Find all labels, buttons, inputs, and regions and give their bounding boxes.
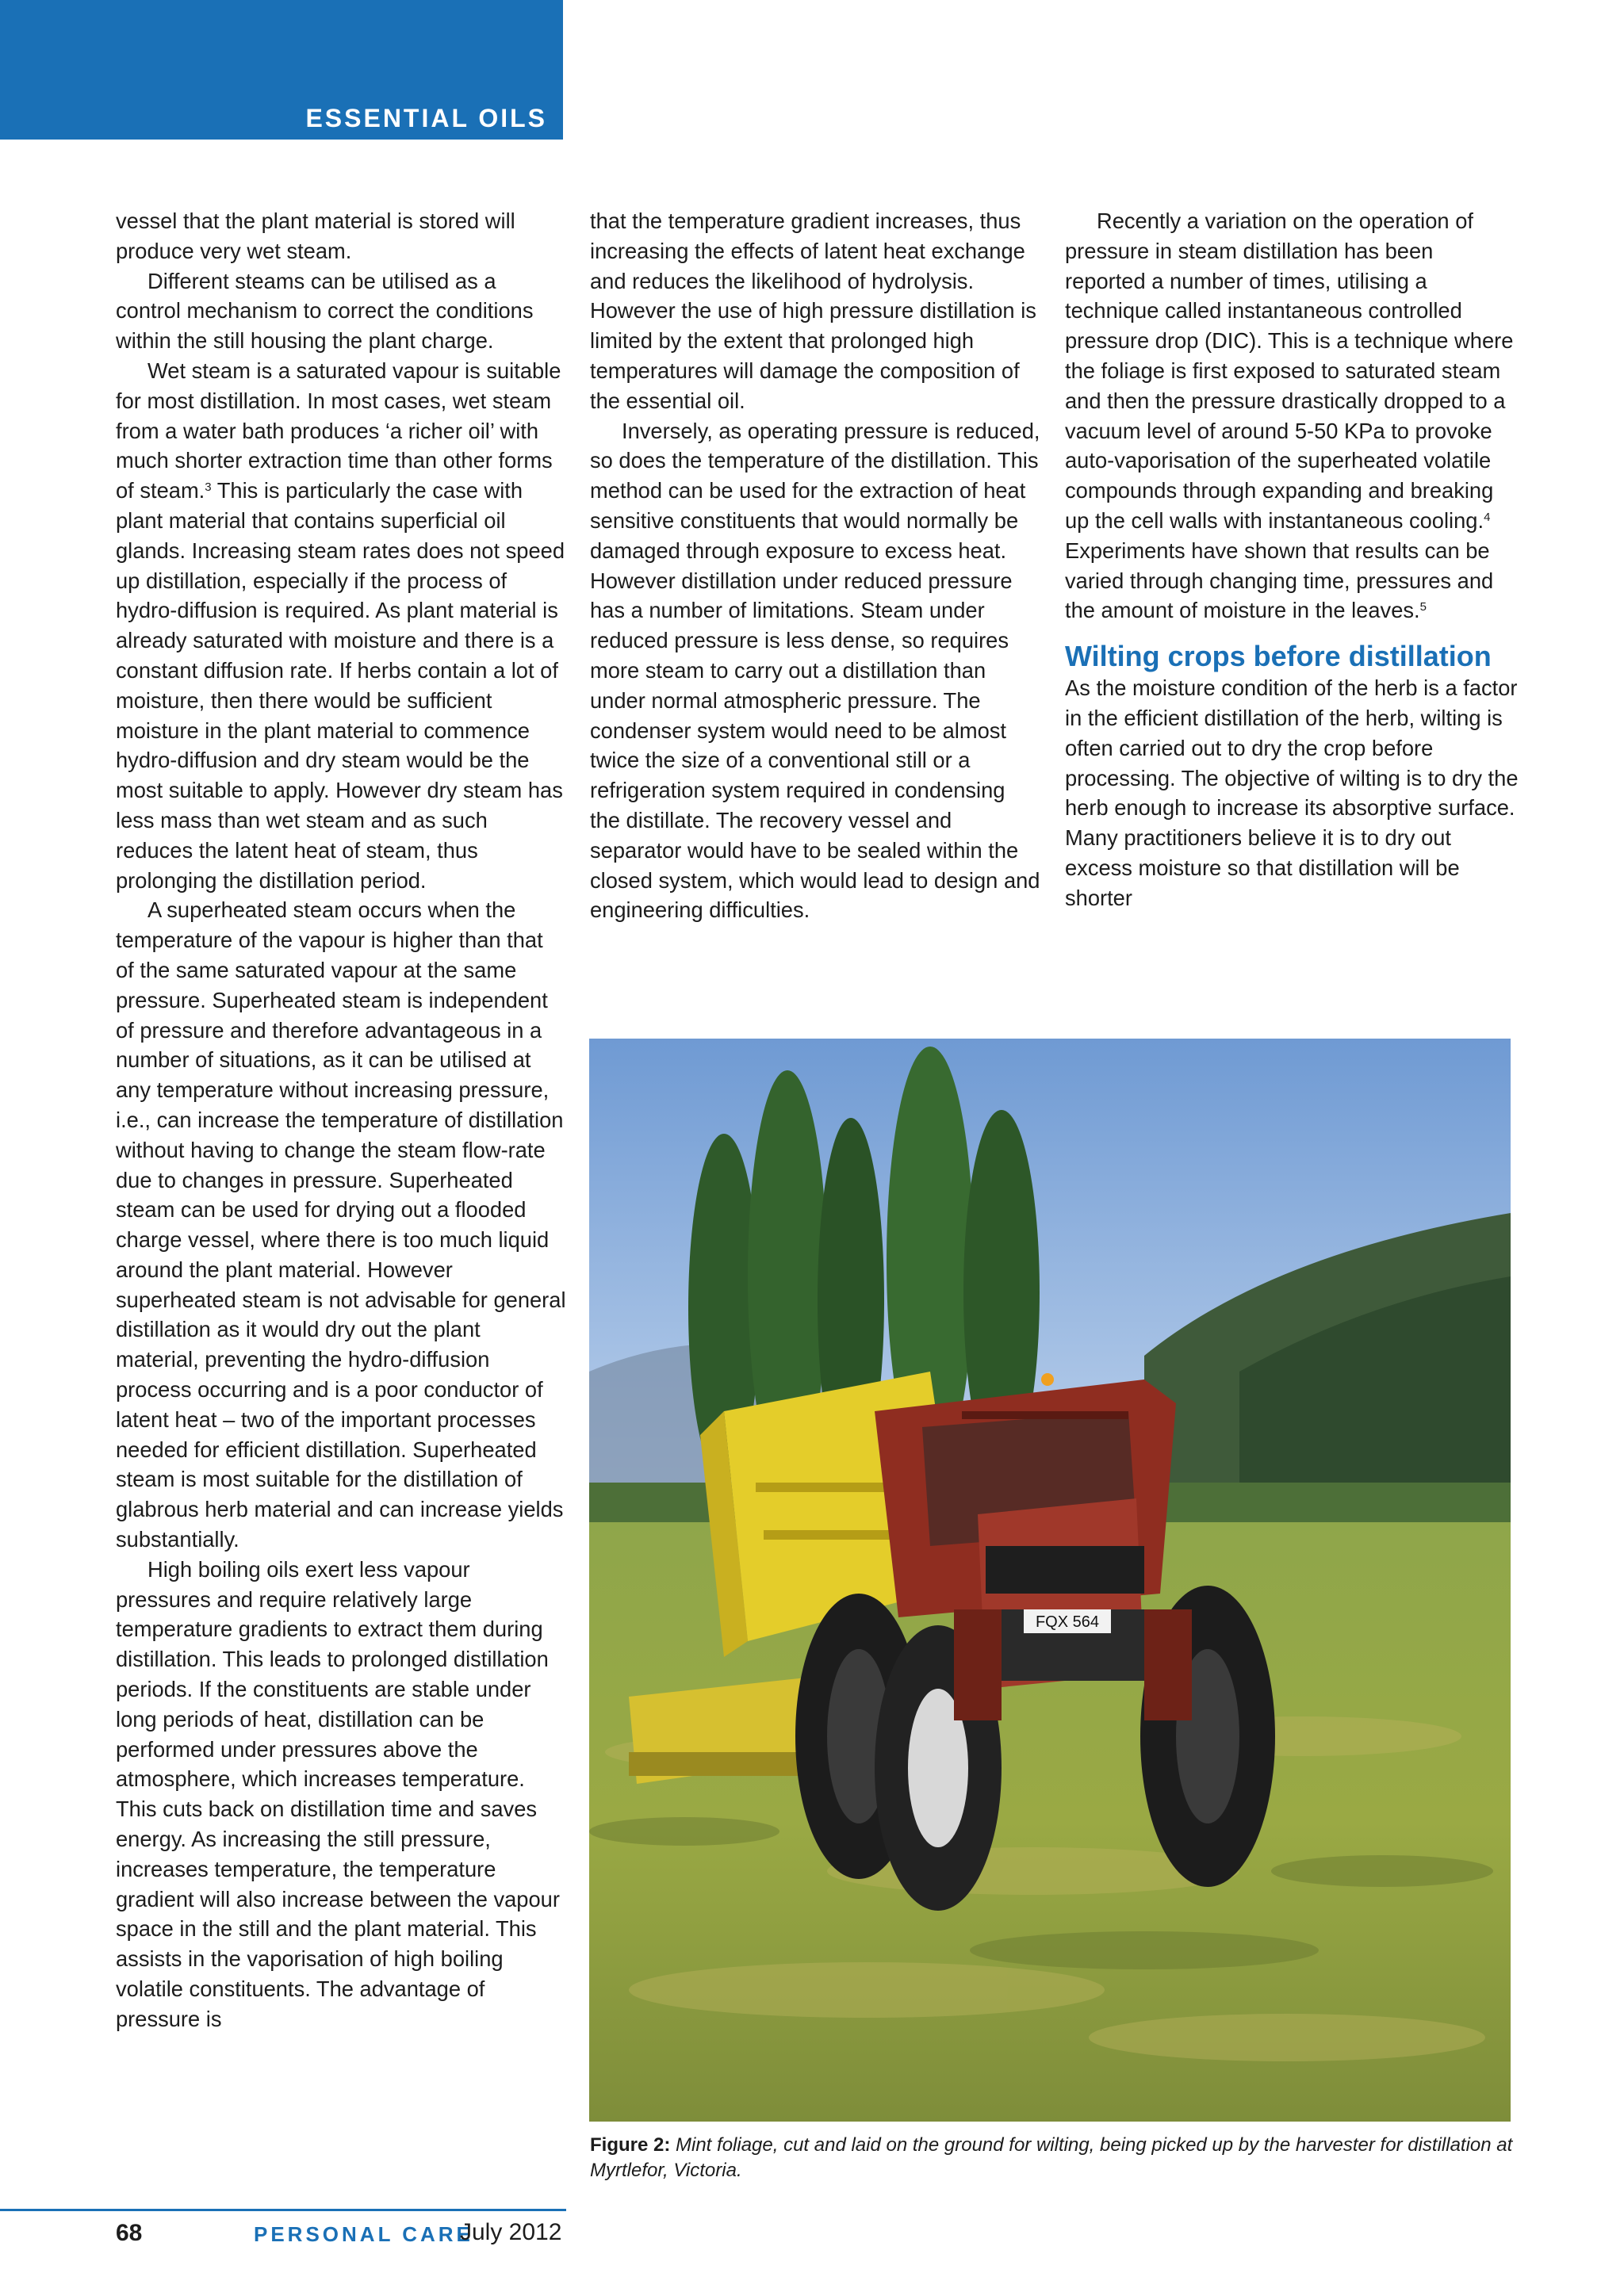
footer-rule bbox=[0, 2209, 566, 2211]
section-heading: Wilting crops before distillation bbox=[1065, 640, 1492, 673]
paragraph: that the temperature gradient increases, thus increasing the effects of latent heat exchange and reduces the likelihood of hydrolysis. However the use of high pressure distillation is limited by the extent that prolonged high temperatures will damage the composition of the essential oil. bbox=[590, 209, 1036, 413]
header-band bbox=[0, 0, 563, 140]
column-1 bbox=[116, 206, 566, 2034]
issue-date: July 2012 bbox=[460, 2219, 562, 2245]
paragraph: Inversely, as operating pressure is reduced, so does the temperature of the distillation. This method can be used for the extraction of heat sensitive constituents that would normally be damaged through exposure to excess heat. However distillation under reduced pressure has a number of limitations. Steam under reduced pressure is less dense, so requires more steam to carry out a distillation than under normal atmospheric pressure. The condenser system would need to be almost twice the size of a conventional still or a refrigeration system required in condensing the distillate. The recovery vessel and separator would have to be sealed within the closed system, which would lead to design and engineering difficulties. bbox=[590, 418, 1040, 923]
photo-illustration bbox=[589, 1039, 1511, 2122]
figure-caption-text: Mint foliage, cut and laid on the ground for wilting, being picked up by the harvester for distillation at Myrtlefor, Victoria. bbox=[590, 2134, 1513, 2181]
section-label: ESSENTIAL OILS bbox=[305, 104, 547, 132]
column-3 bbox=[1065, 206, 1519, 913]
journal-name: PERSONAL CARE bbox=[254, 2222, 473, 2246]
tractor-harvester-photo bbox=[589, 1039, 1511, 2122]
reference-number: 3 bbox=[205, 480, 212, 495]
paragraph: A superheated steam occurs when the temperature of the vapour is higher than that of the same saturated vapour at the same pressure. Superheated steam is independent of pressure and therefore advantageous in a number of situations, as it can be utilised at any temperature without increasing pressure, i.e., can increase the temperature of distillation without having to change the steam flow-rate due to changes in pressure. Superheated steam can be used for drying out a flooded charge vessel, where there is too much liquid around the plant material. However superheated steam is not advisable for general distillation as it would dry out the plant material, preventing the hydro-diffusion process occurring and is a poor conductor of latent heat – two of the important processes needed for efficient distillation. Superheated steam is most suitable for the distillation of glabrous herb material and can increase yields substantially. bbox=[116, 897, 566, 1552]
paragraph: vessel that the plant material is stored will produce very wet steam. bbox=[116, 209, 515, 263]
license-plate: FQX 564 bbox=[1035, 1613, 1100, 1631]
reference-number: 5 bbox=[1419, 600, 1427, 614]
page-number: 68 bbox=[116, 2220, 143, 2246]
reference-number: 4 bbox=[1484, 510, 1491, 524]
paragraph: Recently a variation on the operation of pressure in steam distillation has been reported a number of times, utilising a technique called instantaneous controlled pressure drop (DIC). This is a technique where the foliage is first exposed to saturated steam and then the pressure drastically dropped to a vacuum level of around 5-50 KPa to provoke auto-vaporisation of the superheated volatile compounds through expanding and breaking up the cell walls with instantaneous cooling.$^4$ Experiments have shown that results can be varied through changing time, pressures and the amount of moisture in the leaves.$^5$ bbox=[1065, 209, 1514, 623]
column-2 bbox=[590, 206, 1040, 925]
figure-caption bbox=[590, 2133, 1518, 2183]
figure-label: Figure 2: bbox=[590, 2134, 671, 2156]
paragraph: As the moisture condition of the herb is a factor in the efficient distillation of the herb, wilting is often carried out to dry the crop before processing. The objective of wilting is to dry the herb enough to increase its absorptive surface. Many practitioners believe it is to dry out excess moisture so that distillation will be shorter bbox=[1065, 675, 1519, 910]
paragraph: Different steams can be utilised as a control mechanism to correct the conditions within the still housing the plant charge. bbox=[116, 268, 534, 354]
paragraph: High boiling oils exert less vapour pressures and require relatively large temperature gradients to extract them during distillation. This leads to prolonged distillation periods. If the constituents are stable under long periods of heat, distillation can be performed under pressures above the atmosphere, which increases temperature. This cuts back on distillation time and saves energy. As increasing the still pressure, increases temperature, the temperature gradient will also increase between the vapour space in the still and the plant material. This assists in the vaporisation of high boiling volatile constituents. The advantage of pressure is bbox=[116, 1556, 560, 2031]
paragraph: Wet steam is a saturated vapour is suitable for most distillation. In most cases, wet steam from a water bath produces ‘a richer oil’ with much shorter extraction time than other forms of steam.$^3$ This is particularly the case with plant material that contains superficial oil glands. Increasing steam rates does not speed up distillation, especially if the process of hydro-diffusion is required. As plant material is already saturated with moisture and there is a constant diffusion rate. If herbs contain a lot of moisture, then there would be sufficient moisture in the plant material to commence hydro-diffusion and dry steam would be the most suitable to apply. However dry steam has less mass than wet steam and as such reduces the latent heat of steam, thus prolonging the distillation period. bbox=[116, 358, 565, 893]
